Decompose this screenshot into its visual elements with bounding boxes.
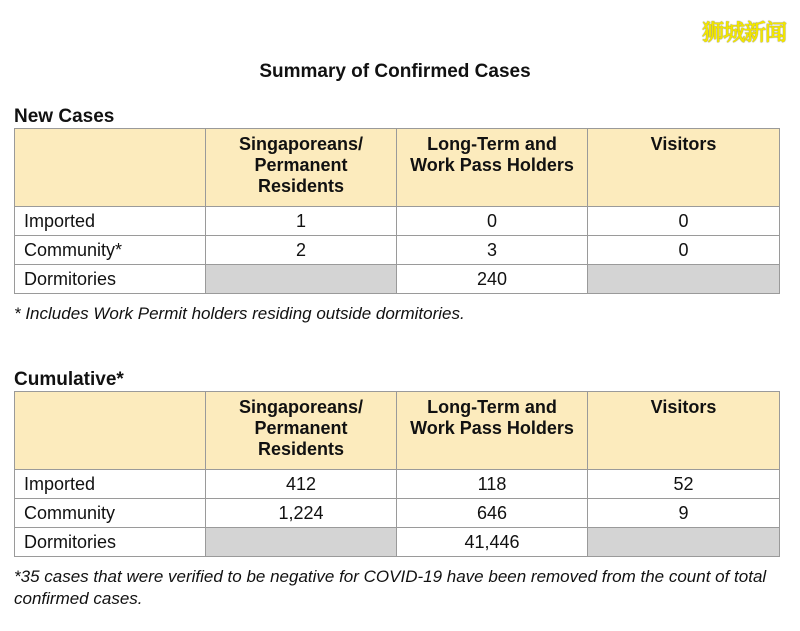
row-label: Community*: [15, 236, 206, 265]
header-visitors: Visitors: [588, 129, 780, 207]
cell-sg-pr: 1: [206, 207, 397, 236]
table-row: [15, 470, 780, 499]
page-title: Summary of Confirmed Cases: [259, 61, 531, 82]
row-label: Imported: [15, 470, 206, 499]
header-blank: [15, 392, 206, 470]
cell-visitors: 52: [588, 470, 780, 499]
header-blank: [15, 129, 206, 207]
row-label: Imported: [15, 207, 206, 236]
cell-visitors: 0: [588, 236, 780, 265]
row-label: Dormitories: [15, 265, 206, 294]
cumulative-title: Cumulative*: [14, 369, 124, 390]
cell-ltp: 0: [397, 207, 588, 236]
table-header-row: [15, 129, 780, 207]
table-header-row: [15, 392, 780, 470]
cell-not-applicable: [206, 265, 397, 294]
header-ltp: Long-Term and Work Pass Holders: [397, 392, 588, 470]
table-row: [15, 207, 780, 236]
cell-not-applicable: [206, 528, 397, 557]
row-label: Dormitories: [15, 528, 206, 557]
table-row: [15, 236, 780, 265]
watermark-logo: 狮城新闻: [701, 21, 786, 46]
new-cases-title: New Cases: [14, 106, 115, 127]
cell-sg-pr: 412: [206, 470, 397, 499]
table-row: [15, 528, 780, 557]
cell-ltp: 646: [397, 499, 588, 528]
cell-ltp: 41,446: [397, 528, 588, 557]
cell-sg-pr: 2: [206, 236, 397, 265]
cumulative-table: [14, 391, 780, 557]
new-cases-table: [14, 128, 780, 294]
table-row: [15, 499, 780, 528]
cell-visitors: 9: [588, 499, 780, 528]
row-label: Community: [15, 499, 206, 528]
header-sg-pr: Singaporeans/ Permanent Residents: [206, 392, 397, 470]
cell-not-applicable: [588, 265, 780, 294]
header-visitors: Visitors: [588, 392, 780, 470]
new-cases-footnote: * Includes Work Permit holders residing outside dormitories.: [14, 304, 465, 323]
cell-not-applicable: [588, 528, 780, 557]
cell-ltp: 118: [397, 470, 588, 499]
cell-sg-pr: 1,224: [206, 499, 397, 528]
cell-visitors: 0: [588, 207, 780, 236]
header-sg-pr: Singaporeans/ Permanent Residents: [206, 129, 397, 207]
cumulative-footnote: *35 cases that were verified to be negative for COVID-19 have been removed from the count of total confirmed cases.: [14, 567, 767, 608]
table-row: [15, 265, 780, 294]
cell-ltp: 3: [397, 236, 588, 265]
header-ltp: Long-Term and Work Pass Holders: [397, 129, 588, 207]
cell-ltp: 240: [397, 265, 588, 294]
